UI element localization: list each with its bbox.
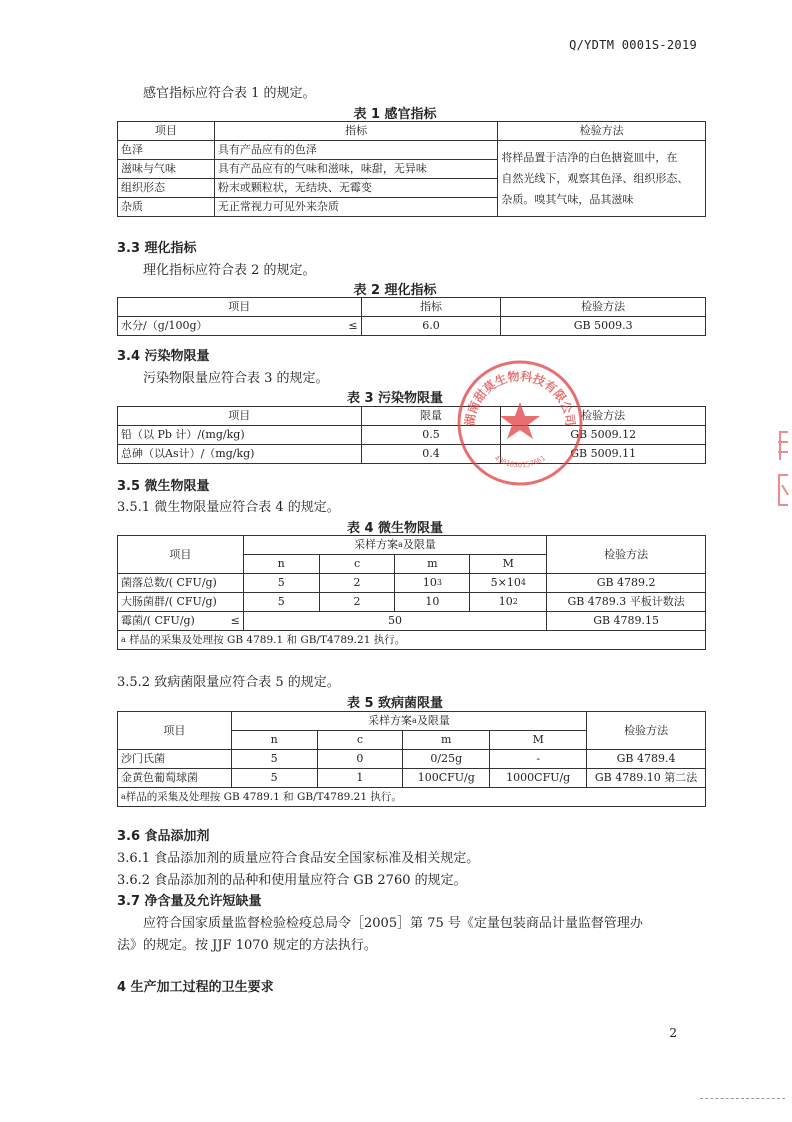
subheader-cell: n xyxy=(231,731,317,750)
item-cell: 总砷（以As计）/（mg/kg) xyxy=(118,445,362,464)
header-cell: 检验方法 xyxy=(498,122,706,141)
seal-code: 4301030157661 xyxy=(493,453,547,470)
method-cell: GB 4789.4 xyxy=(587,750,706,769)
header-cell: 项目 xyxy=(118,712,232,750)
m-exponent: 3 xyxy=(436,578,442,587)
subheader-cell: n xyxy=(243,555,319,574)
subheader-cell: M xyxy=(490,731,587,750)
item-cell: 滋味与气味 xyxy=(118,160,215,179)
table-pathogens xyxy=(117,711,706,807)
c-cell: 2 xyxy=(319,574,395,593)
m-cell: 0/25g xyxy=(403,750,490,769)
method-cell: GB 5009.3 xyxy=(501,317,706,336)
item-label: 霉菌/( CFU/g) xyxy=(121,614,195,627)
table-header-row xyxy=(118,122,706,141)
sensory-intro: 感官指标应符合表 1 的规定。 xyxy=(143,86,316,101)
table-physicochemical xyxy=(117,297,706,336)
m-cell xyxy=(395,574,470,593)
footnote-mark: a xyxy=(121,792,126,801)
m-base: 10 xyxy=(422,576,437,589)
table1-caption: 表 1 感官指标 xyxy=(353,107,437,122)
company-seal xyxy=(455,358,585,488)
m-cell: 100CFU/g xyxy=(403,769,490,788)
section-3-6-1: 3.6.1 食品添加剂的质量应符合食品安全国家标准及相关规定。 xyxy=(117,851,480,866)
le-symbol: ≤ xyxy=(348,319,358,332)
m-cell: 10 xyxy=(395,593,470,612)
section-3-3-title: 3.3 理化指标 xyxy=(117,241,197,256)
header-cell: 指标 xyxy=(361,298,501,317)
value-cell: 0.4 xyxy=(361,445,501,464)
c-cell: 0 xyxy=(317,750,403,769)
footnote-text: 样品的采集及处理按 GB 4789.1 和 GB/T4789.21 执行。 xyxy=(125,791,402,803)
header-cell: 项目 xyxy=(118,298,362,317)
method-line: 将样品置于洁净的白色搪瓷皿中，在 xyxy=(501,151,678,164)
table-header-row xyxy=(118,712,706,731)
n-cell: 5 xyxy=(243,574,319,593)
method-cell: GB 4789.10 第二法 xyxy=(587,769,706,788)
header-cell: 检验方法 xyxy=(501,298,706,317)
section-3-4-title: 3.4 污染物限量 xyxy=(117,349,210,364)
footnote-mark: a xyxy=(398,540,403,549)
subheader-cell: m xyxy=(395,555,470,574)
header-cell: 检验方法 xyxy=(547,536,706,574)
table-footnote-row xyxy=(118,631,706,650)
table-row xyxy=(118,317,706,336)
table-row xyxy=(118,593,706,612)
table3-caption: 表 3 污染物限量 xyxy=(346,391,444,406)
section-3-7-title: 3.7 净含量及允许短缺量 xyxy=(117,894,262,909)
section-3-4-intro: 污染物限量应符合表 3 的规定。 xyxy=(143,371,329,386)
method-line: 杂质。嗅其气味，品其滋味 xyxy=(501,193,634,206)
spec-cell: 粉末或颗粒状，无结块、无霉变 xyxy=(214,179,498,198)
header-cell: 检验方法 xyxy=(501,407,706,426)
spec-cell: 无正常视力可见外来杂质 xyxy=(214,198,498,217)
document-code: Q/YDTM 0001S-2019 xyxy=(569,38,697,52)
item-cell: 色泽 xyxy=(118,141,215,160)
table4-caption: 表 4 微生物限量 xyxy=(346,521,444,536)
table-header-row xyxy=(118,298,706,317)
c-cell: 2 xyxy=(319,593,395,612)
footnote-text: 样品的采集及处理按 GB 4789.1 和 GB/T4789.21 执行。 xyxy=(125,634,406,646)
table-sensory xyxy=(117,121,706,217)
n-cell: 5 xyxy=(243,593,319,612)
item-cell xyxy=(118,317,362,336)
header-cell: 项目 xyxy=(118,536,244,574)
n-cell: 5 xyxy=(231,769,317,788)
subheader-cell: c xyxy=(317,731,403,750)
subheader-cell: c xyxy=(319,555,395,574)
table-footnote xyxy=(118,788,706,807)
header-cell: 指标 xyxy=(214,122,498,141)
header-cell: 项目 xyxy=(118,407,362,426)
M-base: 5×10 xyxy=(490,576,521,589)
header-cell: 检验方法 xyxy=(587,712,706,750)
item-cell: 组织形态 xyxy=(118,179,215,198)
item-cell: 杂质 xyxy=(118,198,215,217)
section-3-5-1-intro: 3.5.1 微生物限量应符合表 4 的规定。 xyxy=(117,500,340,515)
table-footnote xyxy=(118,631,706,650)
method-cell: GB 4789.2 xyxy=(547,574,706,593)
table2-caption: 表 2 理化指标 xyxy=(353,283,437,298)
item-cell xyxy=(118,612,244,631)
subheader-cell: M xyxy=(470,555,547,574)
table5-caption: 表 5 致病菌限量 xyxy=(346,696,444,711)
method-cell: GB 4789.15 xyxy=(547,612,706,631)
footnote-mark: a xyxy=(121,635,126,644)
subheader-cell: m xyxy=(403,731,490,750)
header-cell: 限量 xyxy=(361,407,501,426)
section-3-5-2-intro: 3.5.2 致病菌限量应符合表 5 的规定。 xyxy=(117,675,340,690)
section-3-6-2: 3.6.2 食品添加剂的品种和使用量应符合 GB 2760 的规定。 xyxy=(117,873,467,888)
method-cell: GB 4789.3 平板计数法 xyxy=(547,593,706,612)
item-cell: 菌落总数/( CFU/g) xyxy=(118,574,244,593)
item-label: 水分/（g/100g） xyxy=(121,319,208,332)
table-footnote-row xyxy=(118,788,706,807)
M-cell xyxy=(470,593,547,612)
item-cell: 铅（以 Pb 计）/(mg/kg) xyxy=(118,426,362,445)
plan-label: 采样方案 xyxy=(368,714,413,727)
table-row xyxy=(118,750,706,769)
footnote-mark: a xyxy=(412,716,417,725)
M-cell: - xyxy=(490,750,587,769)
table-contaminants xyxy=(117,406,706,464)
table-row xyxy=(118,445,706,464)
item-cell: 沙门氏菌 xyxy=(118,750,232,769)
section-4-title: 4 生产加工过程的卫生要求 xyxy=(117,980,274,995)
table-row xyxy=(118,574,706,593)
header-cell xyxy=(231,712,586,731)
page-number: 2 xyxy=(669,1026,677,1040)
item-cell: 大肠菌群/( CFU/g) xyxy=(118,593,244,612)
value-cell: 6.0 xyxy=(361,317,501,336)
header-cell xyxy=(243,536,546,555)
limit-cell: 50 xyxy=(243,612,546,631)
table-row xyxy=(118,141,706,160)
item-cell: 金黄色葡萄球菌 xyxy=(118,769,232,788)
value-cell: 0.5 xyxy=(361,426,501,445)
spec-cell: 具有产品应有的色泽 xyxy=(214,141,498,160)
plan-label-tail: 及限量 xyxy=(416,714,450,727)
table-header-row xyxy=(118,536,706,555)
svg-text:4301030157661 xyxy=(493,454,547,469)
table-header-row xyxy=(118,407,706,426)
bottom-edge-line xyxy=(700,1098,785,1099)
table-row xyxy=(118,769,706,788)
plan-label: 采样方案 xyxy=(354,538,399,551)
plan-label-tail: 及限量 xyxy=(402,538,436,551)
table-row xyxy=(118,612,706,631)
method-cell xyxy=(498,141,706,217)
method-line: 自然光线下，观察其色泽、组织形态、 xyxy=(501,172,689,185)
M-cell: 1000CFU/g xyxy=(490,769,587,788)
M-cell xyxy=(470,574,547,593)
M-exponent: 4 xyxy=(520,578,526,587)
section-3-5-title: 3.5 微生物限量 xyxy=(117,479,210,494)
M-exponent: 2 xyxy=(512,597,518,606)
M-base: 10 xyxy=(498,595,513,608)
c-cell: 1 xyxy=(317,769,403,788)
n-cell: 5 xyxy=(231,750,317,769)
table-row xyxy=(118,426,706,445)
le-symbol: ≤ xyxy=(230,614,240,627)
table-microbial xyxy=(117,535,706,650)
spec-cell: 具有产品应有的气味和滋味，味甜，无异味 xyxy=(214,160,498,179)
method-cell: GB 5009.12 xyxy=(501,426,706,445)
seal-text: 湖南甜莫生物科技有限公司 xyxy=(462,369,578,427)
section-3-7-line2: 法》的规定。按 JJF 1070 规定的方法执行。 xyxy=(117,938,377,953)
method-cell: GB 5009.11 xyxy=(501,445,706,464)
section-3-3-intro: 理化指标应符合表 2 的规定。 xyxy=(143,263,316,278)
section-3-6-title: 3.6 食品添加剂 xyxy=(117,829,210,844)
perforation-seal-fragment xyxy=(770,430,790,510)
section-3-7-line1: 应符合国家质量监督检验检疫总局令［2005］第 75 号《定量包装商品计量监督管理办 xyxy=(143,916,643,931)
header-cell: 项目 xyxy=(118,122,215,141)
